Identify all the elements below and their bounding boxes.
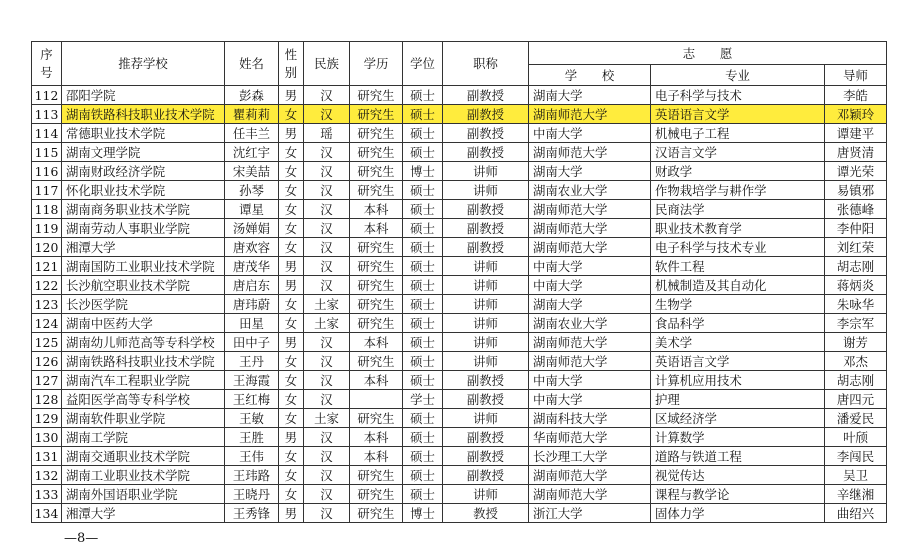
cell-seq: 128 bbox=[32, 390, 62, 409]
cell-name: 谭星 bbox=[225, 200, 279, 219]
cell-ethnic: 汉 bbox=[304, 276, 350, 295]
cell-wish-tutor: 吴卫 bbox=[825, 466, 887, 485]
cell-seq: 123 bbox=[32, 295, 62, 314]
cell-degree: 硕士 bbox=[403, 333, 443, 352]
cell-title: 讲师 bbox=[443, 181, 529, 200]
cell-seq: 125 bbox=[32, 333, 62, 352]
cell-degree: 硕士 bbox=[403, 447, 443, 466]
cell-wish-tutor: 胡志刚 bbox=[825, 371, 887, 390]
cell-school: 湖南商务职业技术学院 bbox=[62, 200, 225, 219]
cell-degree: 硕士 bbox=[403, 200, 443, 219]
cell-education: 研究生 bbox=[350, 143, 403, 162]
cell-wish-tutor: 李仲阳 bbox=[825, 219, 887, 238]
cell-name: 唐玮蔚 bbox=[225, 295, 279, 314]
cell-education: 研究生 bbox=[350, 504, 403, 523]
cell-wish-school: 湖南大学 bbox=[529, 162, 651, 181]
cell-ethnic: 汉 bbox=[304, 485, 350, 504]
cell-degree: 硕士 bbox=[403, 428, 443, 447]
cell-wish-tutor: 曲绍兴 bbox=[825, 504, 887, 523]
cell-degree: 硕士 bbox=[403, 466, 443, 485]
cell-wish-major: 机械电子工程 bbox=[651, 124, 825, 143]
cell-name: 田中子 bbox=[225, 333, 279, 352]
table-row bbox=[32, 352, 887, 371]
cell-seq: 131 bbox=[32, 447, 62, 466]
cell-wish-major: 美术学 bbox=[651, 333, 825, 352]
cell-wish-tutor: 李宗军 bbox=[825, 314, 887, 333]
cell-ethnic: 汉 bbox=[304, 219, 350, 238]
cell-wish-school: 湖南师范大学 bbox=[529, 200, 651, 219]
cell-school: 怀化职业技术学院 bbox=[62, 181, 225, 200]
cell-name: 沈红宇 bbox=[225, 143, 279, 162]
cell-wish-tutor: 潘爱民 bbox=[825, 409, 887, 428]
cell-school: 湖南铁路科技职业技术学院 bbox=[62, 352, 225, 371]
table-row bbox=[32, 428, 887, 447]
table-body bbox=[32, 86, 887, 523]
cell-wish-major: 计算数学 bbox=[651, 428, 825, 447]
cell-education: 本科 bbox=[350, 219, 403, 238]
header-name: 姓名 bbox=[225, 42, 279, 86]
cell-degree: 硕士 bbox=[403, 314, 443, 333]
cell-school: 湖南汽车工程职业学院 bbox=[62, 371, 225, 390]
cell-wish-major: 课程与教学论 bbox=[651, 485, 825, 504]
cell-wish-tutor: 谢芳 bbox=[825, 333, 887, 352]
cell-seq: 127 bbox=[32, 371, 62, 390]
cell-seq: 116 bbox=[32, 162, 62, 181]
cell-education: 研究生 bbox=[350, 238, 403, 257]
cell-seq: 113 bbox=[32, 105, 62, 124]
cell-name: 孙琴 bbox=[225, 181, 279, 200]
cell-degree: 硕士 bbox=[403, 295, 443, 314]
table-row bbox=[32, 200, 887, 219]
cell-gender: 男 bbox=[279, 428, 304, 447]
cell-wish-tutor: 李皓 bbox=[825, 86, 887, 105]
table-row bbox=[32, 466, 887, 485]
header-gender: 性别 bbox=[279, 42, 304, 86]
cell-ethnic: 汉 bbox=[304, 447, 350, 466]
cell-title: 讲师 bbox=[443, 162, 529, 181]
cell-education: 研究生 bbox=[350, 295, 403, 314]
header-title: 职称 bbox=[443, 42, 529, 86]
cell-education: 本科 bbox=[350, 371, 403, 390]
cell-school: 益阳医学高等专科学校 bbox=[62, 390, 225, 409]
cell-ethnic: 汉 bbox=[304, 257, 350, 276]
cell-school: 湖南工学院 bbox=[62, 428, 225, 447]
table-row bbox=[32, 390, 887, 409]
cell-ethnic: 汉 bbox=[304, 504, 350, 523]
cell-seq: 133 bbox=[32, 485, 62, 504]
cell-wish-school: 中南大学 bbox=[529, 257, 651, 276]
cell-name: 王玮路 bbox=[225, 466, 279, 485]
table-row bbox=[32, 409, 887, 428]
cell-school: 湘潭大学 bbox=[62, 504, 225, 523]
recommendation-table bbox=[31, 41, 887, 523]
cell-name: 王红梅 bbox=[225, 390, 279, 409]
cell-degree: 硕士 bbox=[403, 485, 443, 504]
cell-gender: 女 bbox=[279, 409, 304, 428]
cell-name: 任丰兰 bbox=[225, 124, 279, 143]
cell-gender: 女 bbox=[279, 143, 304, 162]
cell-ethnic: 土家 bbox=[304, 409, 350, 428]
cell-name: 王胜 bbox=[225, 428, 279, 447]
cell-education: 研究生 bbox=[350, 162, 403, 181]
cell-title: 副教授 bbox=[443, 200, 529, 219]
cell-wish-school: 长沙理工大学 bbox=[529, 447, 651, 466]
cell-seq: 119 bbox=[32, 219, 62, 238]
cell-name: 王秀锋 bbox=[225, 504, 279, 523]
cell-gender: 男 bbox=[279, 124, 304, 143]
table-row bbox=[32, 86, 887, 105]
cell-education: 本科 bbox=[350, 447, 403, 466]
table-row bbox=[32, 238, 887, 257]
cell-gender: 女 bbox=[279, 162, 304, 181]
cell-gender: 女 bbox=[279, 219, 304, 238]
table-row bbox=[32, 219, 887, 238]
cell-wish-school: 湖南师范大学 bbox=[529, 143, 651, 162]
cell-name: 唐启东 bbox=[225, 276, 279, 295]
cell-school: 湖南铁路科技职业技术学院 bbox=[62, 105, 225, 124]
cell-name: 汤婵娟 bbox=[225, 219, 279, 238]
cell-title: 教授 bbox=[443, 504, 529, 523]
cell-gender: 女 bbox=[279, 447, 304, 466]
cell-title: 副教授 bbox=[443, 86, 529, 105]
cell-education: 研究生 bbox=[350, 485, 403, 504]
cell-ethnic: 汉 bbox=[304, 466, 350, 485]
cell-wish-major: 作物栽培学与耕作学 bbox=[651, 181, 825, 200]
cell-wish-major: 视觉传达 bbox=[651, 466, 825, 485]
cell-wish-school: 湖南师范大学 bbox=[529, 466, 651, 485]
cell-title: 副教授 bbox=[443, 124, 529, 143]
cell-ethnic: 瑶 bbox=[304, 124, 350, 143]
cell-wish-school: 湖南大学 bbox=[529, 86, 651, 105]
cell-ethnic: 土家 bbox=[304, 314, 350, 333]
cell-wish-school: 湖南师范大学 bbox=[529, 333, 651, 352]
cell-gender: 女 bbox=[279, 314, 304, 333]
cell-degree: 博士 bbox=[403, 504, 443, 523]
header-education: 学历 bbox=[350, 42, 403, 86]
cell-gender: 女 bbox=[279, 200, 304, 219]
cell-title: 副教授 bbox=[443, 143, 529, 162]
cell-degree: 硕士 bbox=[403, 409, 443, 428]
cell-name: 王伟 bbox=[225, 447, 279, 466]
cell-wish-major: 英语语言文学 bbox=[651, 105, 825, 124]
cell-wish-school: 湖南大学 bbox=[529, 295, 651, 314]
header-wish-tutor: 导师 bbox=[825, 65, 887, 86]
cell-wish-school: 中南大学 bbox=[529, 276, 651, 295]
cell-school: 邵阳学院 bbox=[62, 86, 225, 105]
cell-wish-tutor: 蒋炳炎 bbox=[825, 276, 887, 295]
cell-wish-major: 护理 bbox=[651, 390, 825, 409]
table-row bbox=[32, 162, 887, 181]
cell-wish-tutor: 邓颖玲 bbox=[825, 105, 887, 124]
cell-degree: 硕士 bbox=[403, 124, 443, 143]
cell-ethnic: 汉 bbox=[304, 352, 350, 371]
cell-wish-school: 中南大学 bbox=[529, 390, 651, 409]
cell-wish-tutor: 谭光荣 bbox=[825, 162, 887, 181]
cell-school: 湖南文理学院 bbox=[62, 143, 225, 162]
cell-name: 王海霞 bbox=[225, 371, 279, 390]
header-wish-major: 专业 bbox=[651, 65, 825, 86]
cell-education: 研究生 bbox=[350, 409, 403, 428]
cell-gender: 女 bbox=[279, 485, 304, 504]
cell-title: 讲师 bbox=[443, 352, 529, 371]
cell-name: 唐茂华 bbox=[225, 257, 279, 276]
cell-wish-school: 湖南师范大学 bbox=[529, 238, 651, 257]
cell-degree: 硕士 bbox=[403, 257, 443, 276]
cell-school: 湖南财政经济学院 bbox=[62, 162, 225, 181]
cell-seq: 130 bbox=[32, 428, 62, 447]
cell-seq: 117 bbox=[32, 181, 62, 200]
cell-degree: 硕士 bbox=[403, 105, 443, 124]
cell-wish-tutor: 李闯民 bbox=[825, 447, 887, 466]
cell-wish-school: 湖南科技大学 bbox=[529, 409, 651, 428]
cell-degree: 博士 bbox=[403, 162, 443, 181]
cell-wish-major: 汉语言文学 bbox=[651, 143, 825, 162]
cell-education: 研究生 bbox=[350, 105, 403, 124]
cell-title: 讲师 bbox=[443, 314, 529, 333]
cell-title: 副教授 bbox=[443, 238, 529, 257]
table-row bbox=[32, 295, 887, 314]
cell-ethnic: 汉 bbox=[304, 333, 350, 352]
cell-education: 研究生 bbox=[350, 314, 403, 333]
cell-ethnic: 汉 bbox=[304, 200, 350, 219]
cell-degree: 硕士 bbox=[403, 219, 443, 238]
cell-school: 湖南劳动人事职业学院 bbox=[62, 219, 225, 238]
cell-wish-school: 华南师范大学 bbox=[529, 428, 651, 447]
cell-title: 副教授 bbox=[443, 371, 529, 390]
cell-gender: 男 bbox=[279, 504, 304, 523]
cell-school: 湖南外国语职业学院 bbox=[62, 485, 225, 504]
cell-wish-tutor: 胡志刚 bbox=[825, 257, 887, 276]
cell-wish-major: 电子科学与技术专业 bbox=[651, 238, 825, 257]
cell-seq: 122 bbox=[32, 276, 62, 295]
cell-wish-tutor: 易镇邪 bbox=[825, 181, 887, 200]
cell-seq: 121 bbox=[32, 257, 62, 276]
cell-degree: 硕士 bbox=[403, 238, 443, 257]
cell-title: 副教授 bbox=[443, 428, 529, 447]
header-degree: 学位 bbox=[403, 42, 443, 86]
table-row bbox=[32, 181, 887, 200]
cell-education: 本科 bbox=[350, 333, 403, 352]
cell-wish-major: 民商法学 bbox=[651, 200, 825, 219]
cell-wish-major: 机械制造及其自动化 bbox=[651, 276, 825, 295]
cell-seq: 132 bbox=[32, 466, 62, 485]
cell-wish-major: 电子科学与技术 bbox=[651, 86, 825, 105]
cell-seq: 114 bbox=[32, 124, 62, 143]
cell-title: 副教授 bbox=[443, 105, 529, 124]
table-row bbox=[32, 447, 887, 466]
cell-ethnic: 土家 bbox=[304, 295, 350, 314]
cell-wish-tutor: 朱咏华 bbox=[825, 295, 887, 314]
cell-title: 讲师 bbox=[443, 276, 529, 295]
table-row bbox=[32, 124, 887, 143]
cell-wish-school: 中南大学 bbox=[529, 124, 651, 143]
cell-degree: 硕士 bbox=[403, 143, 443, 162]
cell-ethnic: 汉 bbox=[304, 371, 350, 390]
cell-school: 湖南幼儿师范高等专科学校 bbox=[62, 333, 225, 352]
cell-degree: 硕士 bbox=[403, 181, 443, 200]
cell-title: 讲师 bbox=[443, 409, 529, 428]
cell-name: 王丹 bbox=[225, 352, 279, 371]
cell-name: 瞿莉莉 bbox=[225, 105, 279, 124]
cell-wish-major: 财政学 bbox=[651, 162, 825, 181]
cell-wish-tutor: 张德峰 bbox=[825, 200, 887, 219]
cell-gender: 女 bbox=[279, 352, 304, 371]
cell-title: 讲师 bbox=[443, 485, 529, 504]
cell-name: 王敏 bbox=[225, 409, 279, 428]
table-header bbox=[32, 42, 887, 86]
header-seq: 序号 bbox=[32, 42, 62, 86]
cell-wish-school: 湖南师范大学 bbox=[529, 105, 651, 124]
cell-wish-major: 英语语言文学 bbox=[651, 352, 825, 371]
table-row bbox=[32, 276, 887, 295]
cell-name: 田星 bbox=[225, 314, 279, 333]
cell-seq: 124 bbox=[32, 314, 62, 333]
cell-wish-school: 湖南农业大学 bbox=[529, 314, 651, 333]
cell-degree: 硕士 bbox=[403, 276, 443, 295]
cell-education: 研究生 bbox=[350, 352, 403, 371]
table-row bbox=[32, 485, 887, 504]
cell-school: 湖南国防工业职业技术学院 bbox=[62, 257, 225, 276]
cell-wish-school: 浙江大学 bbox=[529, 504, 651, 523]
cell-ethnic: 汉 bbox=[304, 428, 350, 447]
cell-title: 副教授 bbox=[443, 466, 529, 485]
cell-title: 副教授 bbox=[443, 219, 529, 238]
cell-ethnic: 汉 bbox=[304, 105, 350, 124]
header-wish: 志 愿 bbox=[529, 42, 887, 65]
cell-education bbox=[350, 390, 403, 409]
cell-education: 研究生 bbox=[350, 276, 403, 295]
cell-wish-major: 生物学 bbox=[651, 295, 825, 314]
cell-name: 王晓丹 bbox=[225, 485, 279, 504]
table-row bbox=[32, 105, 887, 124]
page-number: —8— bbox=[64, 531, 99, 546]
cell-gender: 男 bbox=[279, 86, 304, 105]
cell-degree: 硕士 bbox=[403, 371, 443, 390]
cell-name: 彭森 bbox=[225, 86, 279, 105]
cell-gender: 男 bbox=[279, 333, 304, 352]
table-row bbox=[32, 333, 887, 352]
cell-gender: 女 bbox=[279, 181, 304, 200]
cell-wish-major: 计算机应用技术 bbox=[651, 371, 825, 390]
table-row bbox=[32, 371, 887, 390]
cell-school: 湖南交通职业技术学院 bbox=[62, 447, 225, 466]
cell-wish-major: 区域经济学 bbox=[651, 409, 825, 428]
table-row bbox=[32, 314, 887, 333]
cell-ethnic: 汉 bbox=[304, 162, 350, 181]
table-row bbox=[32, 257, 887, 276]
cell-gender: 女 bbox=[279, 390, 304, 409]
cell-wish-tutor: 辛继湘 bbox=[825, 485, 887, 504]
cell-seq: 115 bbox=[32, 143, 62, 162]
cell-seq: 118 bbox=[32, 200, 62, 219]
cell-wish-tutor: 唐四元 bbox=[825, 390, 887, 409]
cell-wish-school: 中南大学 bbox=[529, 371, 651, 390]
cell-wish-tutor: 唐贤清 bbox=[825, 143, 887, 162]
cell-degree: 学士 bbox=[403, 390, 443, 409]
cell-education: 本科 bbox=[350, 200, 403, 219]
cell-school: 长沙医学院 bbox=[62, 295, 225, 314]
cell-education: 研究生 bbox=[350, 257, 403, 276]
cell-wish-major: 食品科学 bbox=[651, 314, 825, 333]
cell-education: 研究生 bbox=[350, 466, 403, 485]
cell-wish-school: 湖南农业大学 bbox=[529, 181, 651, 200]
cell-education: 研究生 bbox=[350, 181, 403, 200]
cell-school: 常德职业技术学院 bbox=[62, 124, 225, 143]
cell-education: 研究生 bbox=[350, 124, 403, 143]
cell-ethnic: 汉 bbox=[304, 86, 350, 105]
cell-gender: 男 bbox=[279, 257, 304, 276]
cell-title: 副教授 bbox=[443, 447, 529, 466]
cell-school: 湖南软件职业学院 bbox=[62, 409, 225, 428]
cell-ethnic: 汉 bbox=[304, 390, 350, 409]
cell-degree: 硕士 bbox=[403, 86, 443, 105]
header-wish-school: 学 校 bbox=[529, 65, 651, 86]
cell-wish-tutor: 谭建平 bbox=[825, 124, 887, 143]
cell-title: 讲师 bbox=[443, 295, 529, 314]
cell-seq: 134 bbox=[32, 504, 62, 523]
cell-ethnic: 汉 bbox=[304, 181, 350, 200]
header-school: 推荐学校 bbox=[62, 42, 225, 86]
cell-education: 本科 bbox=[350, 428, 403, 447]
cell-name: 宋美喆 bbox=[225, 162, 279, 181]
cell-seq: 126 bbox=[32, 352, 62, 371]
cell-wish-major: 固体力学 bbox=[651, 504, 825, 523]
cell-seq: 112 bbox=[32, 86, 62, 105]
cell-gender: 女 bbox=[279, 466, 304, 485]
cell-school: 湘潭大学 bbox=[62, 238, 225, 257]
cell-wish-major: 软件工程 bbox=[651, 257, 825, 276]
cell-wish-tutor: 叶颀 bbox=[825, 428, 887, 447]
header-ethnic: 民族 bbox=[304, 42, 350, 86]
cell-school: 湖南中医药大学 bbox=[62, 314, 225, 333]
cell-gender: 女 bbox=[279, 105, 304, 124]
cell-title: 副教授 bbox=[443, 390, 529, 409]
cell-wish-major: 职业技术教育学 bbox=[651, 219, 825, 238]
cell-gender: 女 bbox=[279, 371, 304, 390]
cell-ethnic: 汉 bbox=[304, 143, 350, 162]
cell-gender: 女 bbox=[279, 295, 304, 314]
cell-seq: 120 bbox=[32, 238, 62, 257]
cell-title: 讲师 bbox=[443, 333, 529, 352]
cell-school: 长沙航空职业技术学院 bbox=[62, 276, 225, 295]
cell-wish-major: 道路与铁道工程 bbox=[651, 447, 825, 466]
table-row bbox=[32, 504, 887, 523]
cell-wish-tutor: 刘红荣 bbox=[825, 238, 887, 257]
cell-seq: 129 bbox=[32, 409, 62, 428]
cell-wish-school: 湖南师范大学 bbox=[529, 485, 651, 504]
cell-school: 湖南工业职业技术学院 bbox=[62, 466, 225, 485]
table-row bbox=[32, 143, 887, 162]
cell-education: 研究生 bbox=[350, 86, 403, 105]
cell-title: 讲师 bbox=[443, 257, 529, 276]
cell-wish-school: 湖南师范大学 bbox=[529, 352, 651, 371]
cell-wish-tutor: 邓杰 bbox=[825, 352, 887, 371]
cell-wish-school: 湖南师范大学 bbox=[529, 219, 651, 238]
cell-name: 唐欢容 bbox=[225, 238, 279, 257]
cell-degree: 硕士 bbox=[403, 352, 443, 371]
cell-ethnic: 汉 bbox=[304, 238, 350, 257]
cell-gender: 女 bbox=[279, 238, 304, 257]
cell-gender: 男 bbox=[279, 276, 304, 295]
